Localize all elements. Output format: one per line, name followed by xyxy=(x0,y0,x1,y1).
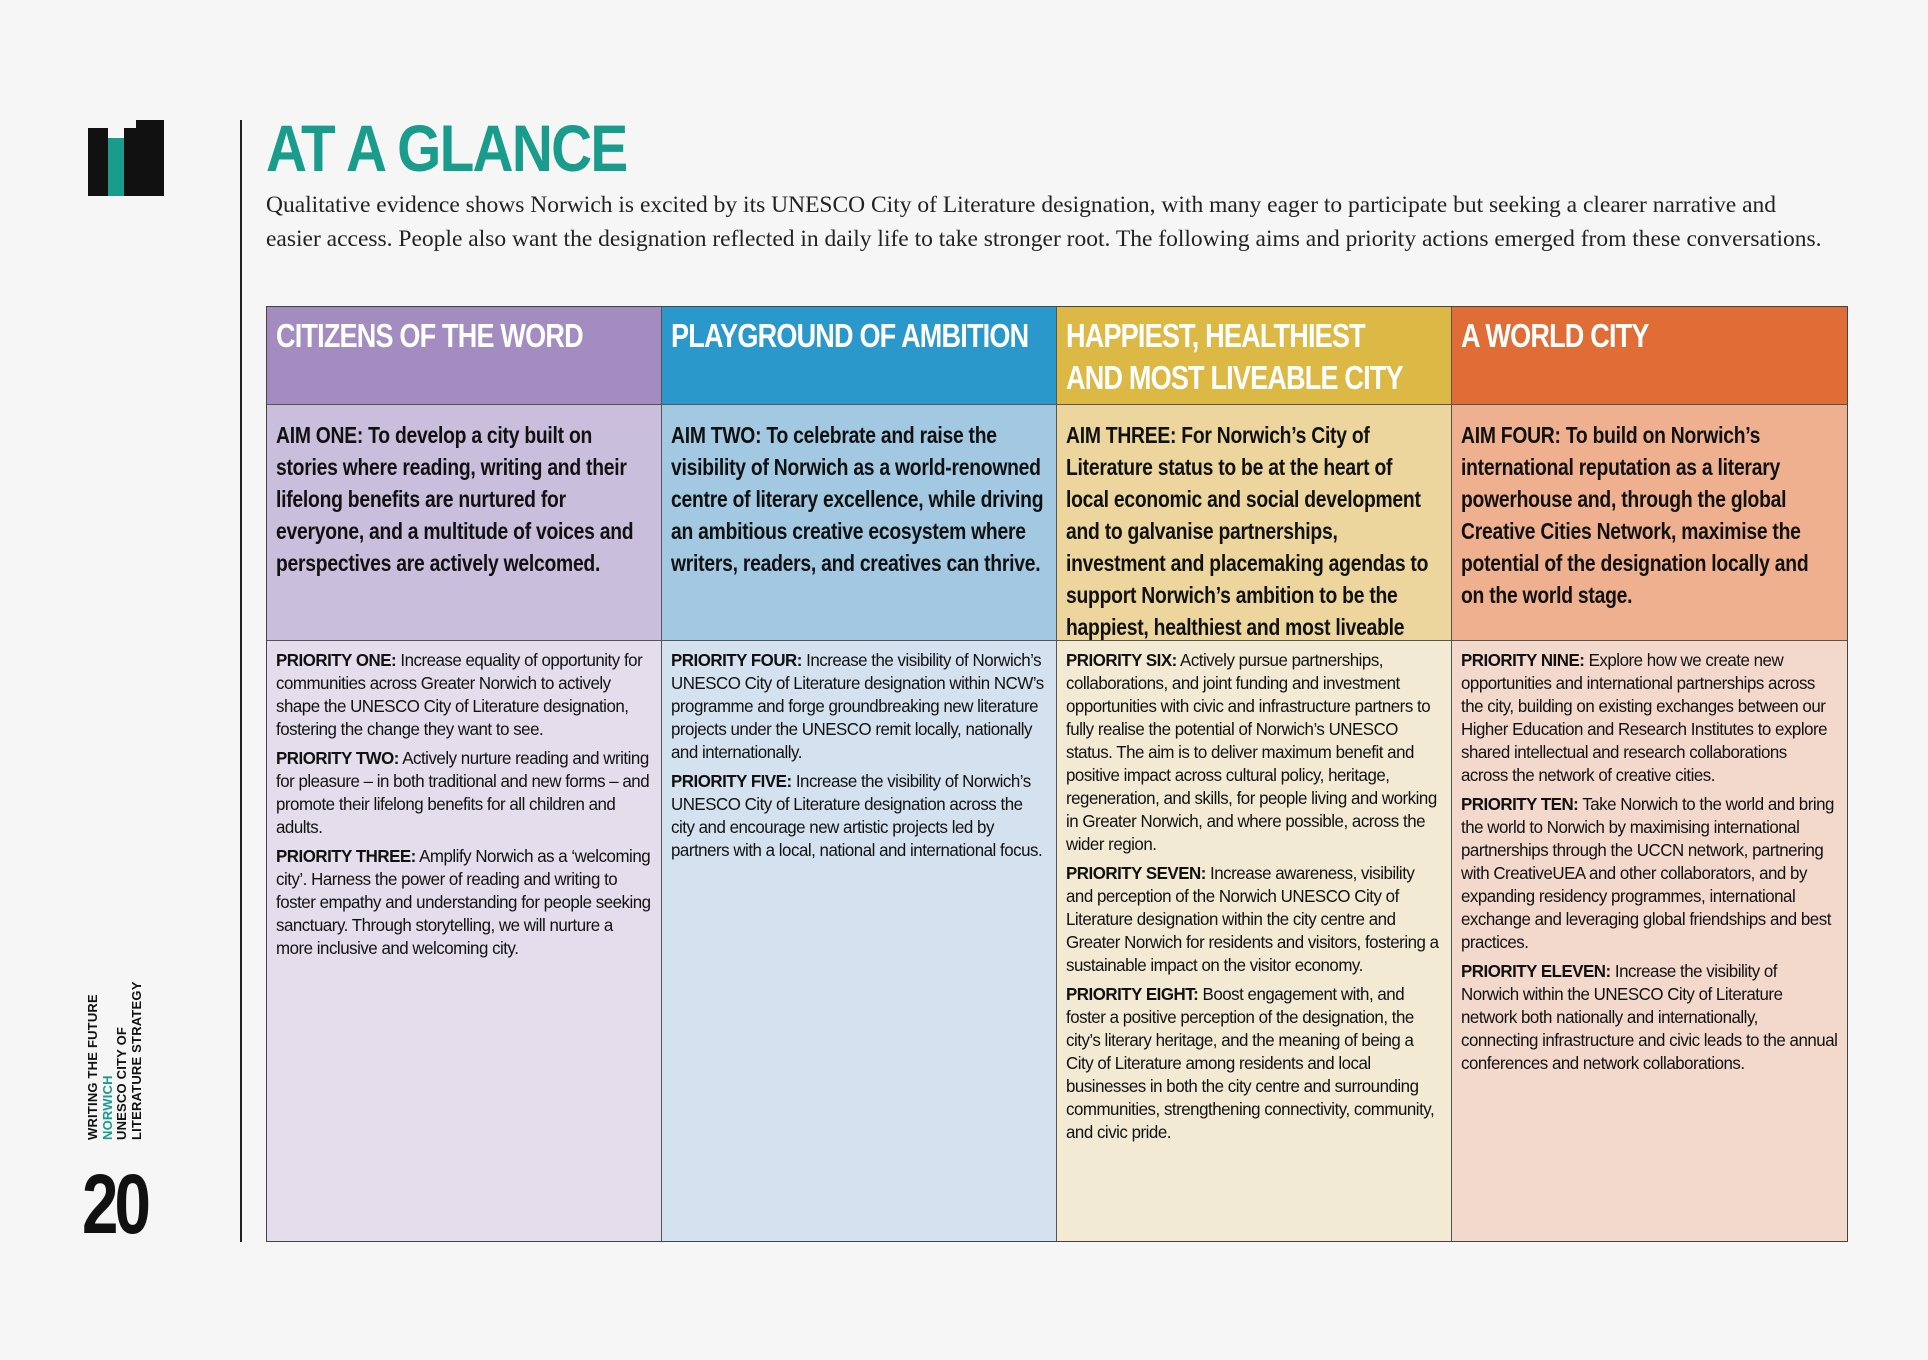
strategy-logo xyxy=(88,120,164,196)
heading-text: PLAYGROUND OF AMBITION xyxy=(671,317,1029,354)
priority-item xyxy=(1066,649,1441,856)
aim-text: For Norwich’s City of Literature status to be at the heart of local economic and social development and to galvanise partnerships, investment and placemaking agendas to support Norwich’s ambition to be the happiest, healthiest and most liveable xyxy=(1066,422,1429,640)
aim-label: AIM ONE: xyxy=(276,422,364,448)
aim-text: To build on Norwich’s international reputation as a literary powerhouse and, through the global Creative Cities Network, maximise the potential of the designation locally and on the world stage. xyxy=(1461,422,1809,608)
priority-text: Increase equality of opportunity for communities across Greater Norwich to actively shape the UNESCO City of Literature designation, fostering the change they want to see. xyxy=(276,650,643,739)
priority-text: Increase the visibility of Norwich within the UNESCO City of Literature network both nationally and internationally, connecting infrastructure and civic leads to the annual conferences and network collaborations. xyxy=(1461,961,1838,1073)
priority-text: Actively nurture reading and writing for pleasure – in both traditional and new forms – and promote their lifelong benefits for all children and adults. xyxy=(276,748,650,837)
priority-text: Take Norwich to the world and bring the world to Norwich by maximising international partnerships through the UCCN network, partnering with CreativeUEA and other collaborators, and by expanding residency programmes, international exchange and leveraging global friendships and best practices. xyxy=(1461,794,1834,952)
running-title-line3: UNESCO CITY OF xyxy=(114,1026,129,1140)
priority-text: Amplify Norwich as a ‘welcoming city’. Harness the power of reading and writing to foster empathy and understanding for people seeking sanctuary. Through storytelling, we will nurture a more inclusive and welcoming city. xyxy=(276,846,651,958)
priority-item xyxy=(276,747,651,839)
aim-label: AIM TWO: xyxy=(671,422,762,448)
priority-item xyxy=(671,649,1046,764)
priority-item xyxy=(671,770,1046,862)
column-heading-4 xyxy=(1452,307,1847,405)
priority-label: PRIORITY ONE: xyxy=(276,650,397,670)
column-heading-3 xyxy=(1057,307,1452,405)
heading-text-line2: AND MOST LIVEABLE CITY xyxy=(1066,359,1403,396)
priority-item xyxy=(1066,983,1441,1144)
aim-label: AIM FOUR: xyxy=(1461,422,1561,448)
running-title-line1: WRITING THE FUTURE xyxy=(85,994,100,1140)
priority-text: Increase the visibility of Norwich’s UNESCO City of Literature designation within NCW’s programme and forge groundbreaking new literature projects under the UNESCO remit locally, nationally and internationally. xyxy=(671,650,1044,762)
aim-cell-4 xyxy=(1452,405,1847,641)
running-title xyxy=(86,981,144,1140)
priority-text: Explore how we create new opportunities and international partnerships across the city, building on existing exchanges between our Higher Education and Research Institutes to explore shared intellectual and research collaborations across the network of creative cities. xyxy=(1461,650,1828,785)
priority-label: PRIORITY THREE: xyxy=(276,846,416,866)
priority-item xyxy=(1461,649,1837,787)
aim-cell-2 xyxy=(662,405,1057,641)
page-title: AT A GLANCE xyxy=(266,111,627,185)
priority-item xyxy=(276,845,651,960)
priority-text: Boost engagement with, and foster a positive perception of the designation, the city’s literary heritage, and the meaning of being a City of Literature among residents and local businesses in both the city centre and surrounding communities, strengthening connectivity, community, and civic pride. xyxy=(1066,984,1435,1142)
aim-cell-3 xyxy=(1057,405,1452,641)
heading-text: A WORLD CITY xyxy=(1461,317,1649,354)
priority-label: PRIORITY EIGHT: xyxy=(1066,984,1199,1004)
priority-item xyxy=(276,649,651,741)
aims-table xyxy=(266,306,1848,1242)
priority-label: PRIORITY SEVEN: xyxy=(1066,863,1206,883)
aim-cell-1 xyxy=(267,405,662,641)
priority-label: PRIORITY FOUR: xyxy=(671,650,802,670)
vertical-divider xyxy=(240,120,242,1242)
intro-paragraph: Qualitative evidence shows Norwich is excited by its UNESCO City of Literature designation, with many eager to participate but seeking a clearer narrative and easier access. People also want the designation reflected in daily life to take stronger root. The following aims and priority actions emerged from these conversations. xyxy=(266,192,1822,252)
priority-label: PRIORITY TEN: xyxy=(1461,794,1579,814)
page-number: 20 xyxy=(82,1157,148,1251)
priority-item xyxy=(1461,960,1837,1075)
heading-text-line1: HAPPIEST, HEALTHIEST xyxy=(1066,317,1365,354)
priority-label: PRIORITY NINE: xyxy=(1461,650,1585,670)
priority-item xyxy=(1066,862,1441,977)
running-title-line4: LITERATURE STRATEGY xyxy=(128,981,144,1140)
aim-text: To develop a city built on stories where reading, writing and their lifelong benefits are nurtured for everyone, and a multitude of voices and perspectives are actively welcomed. xyxy=(276,422,634,576)
priority-label: PRIORITY ELEVEN: xyxy=(1461,961,1611,981)
priorities-cell-1 xyxy=(267,641,662,1241)
priority-text: Actively pursue partnerships, collaborations, and joint funding and investment opportunities with civic and infrastructure partners to fully realise the potential of Norwich’s UNESCO status. The aim is to deliver maximum benefit and positive impact across cultural policy, heritage, regeneration, and skills, for people living and working in Greater Norwich, and where possible, across the wider region. xyxy=(1066,650,1437,854)
priority-item xyxy=(1461,793,1837,954)
priority-label: PRIORITY TWO: xyxy=(276,748,399,768)
aim-label: AIM THREE: xyxy=(1066,422,1177,448)
running-title-line2: NORWICH xyxy=(99,1075,115,1140)
priorities-cell-2 xyxy=(662,641,1057,1241)
priority-label: PRIORITY FIVE: xyxy=(671,771,792,791)
heading-text: CITIZENS OF THE WORD xyxy=(276,317,583,354)
priorities-cell-4 xyxy=(1452,641,1847,1241)
column-heading-2 xyxy=(662,307,1057,405)
aim-text: To celebrate and raise the visibility of Norwich as a world-renowned centre of literary excellence, while driving an ambitious creative ecosystem where writers, readers, and creatives can thrive. xyxy=(671,422,1044,576)
priority-text: Increase awareness, visibility and perception of the Norwich UNESCO City of Literature designation within the city centre and Greater Norwich for residents and visitors, fostering a sustainable impact on the visitor economy. xyxy=(1066,863,1439,975)
column-heading-1 xyxy=(267,307,662,405)
priority-label: PRIORITY SIX: xyxy=(1066,650,1177,670)
priority-text: Increase the visibility of Norwich’s UNESCO City of Literature designation across the city and encourage new artistic projects led by partners with a local, national and international focus. xyxy=(671,771,1043,860)
priorities-cell-3 xyxy=(1057,641,1452,1241)
